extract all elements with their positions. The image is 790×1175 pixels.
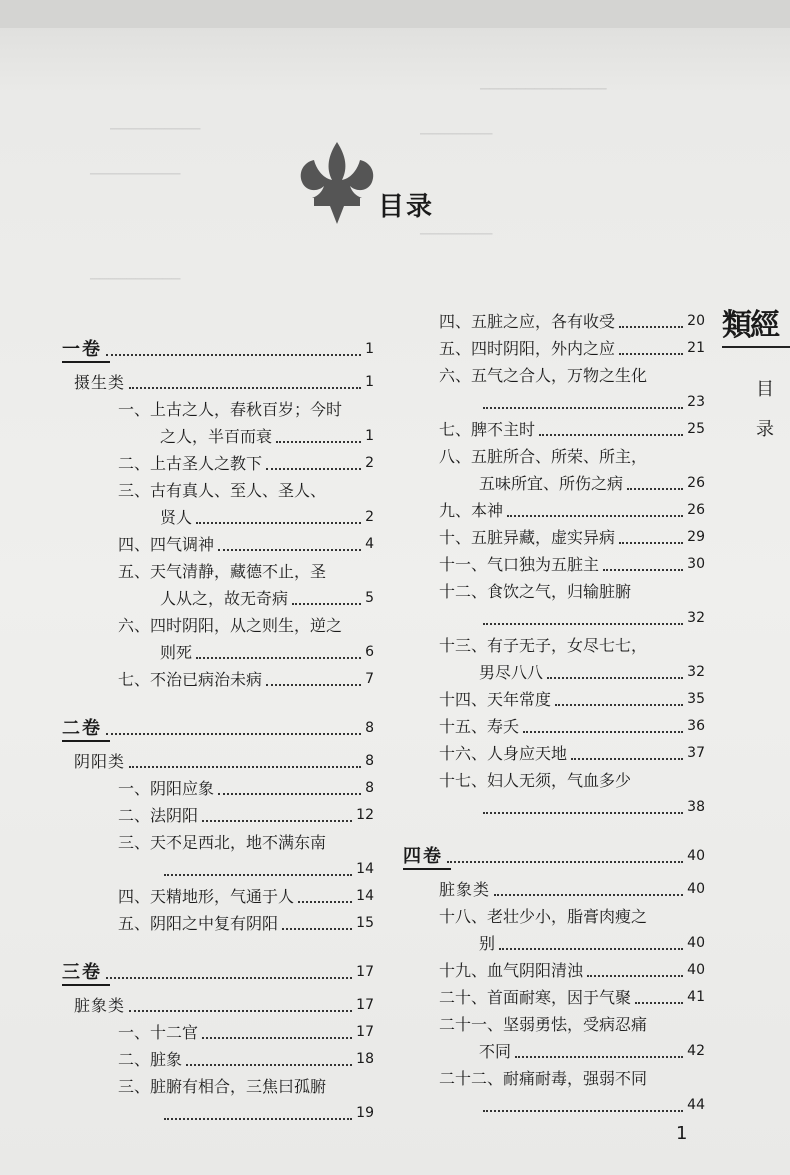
toc-category[interactable] <box>62 369 374 396</box>
page-ref: 1 <box>365 428 374 444</box>
leader-dots <box>635 1002 683 1004</box>
top-shadow <box>0 0 790 28</box>
toc-label: 十一、气口独为五脏主 <box>439 555 600 574</box>
toc-label: 四卷 <box>403 846 443 867</box>
page-ref: 2 <box>365 455 374 471</box>
toc-entry-line: 男尽八八 <box>479 663 544 682</box>
page-ref: 26 <box>687 502 705 518</box>
toc-entry[interactable] <box>62 829 374 883</box>
leader-dots <box>483 812 683 814</box>
toc-entry-row <box>403 605 705 632</box>
page-ref: 17 <box>356 1024 374 1040</box>
leader-dots <box>447 861 683 863</box>
page-ref: 40 <box>687 881 705 897</box>
toc-entry[interactable] <box>62 1046 374 1073</box>
page-ref: 14 <box>356 861 374 877</box>
toc-volume[interactable] <box>62 715 374 742</box>
leader-dots <box>186 1064 352 1066</box>
page-ref: 2 <box>365 509 374 525</box>
toc-entry[interactable] <box>403 767 705 821</box>
page-number: 1 <box>676 1123 688 1144</box>
bleed-through-text: ──────── <box>420 225 493 243</box>
toc-entry[interactable] <box>403 632 705 686</box>
leader-dots <box>129 1010 352 1012</box>
leader-dots <box>603 569 683 571</box>
toc-label: 二、上古圣人之教下 <box>118 454 263 473</box>
toc-entry[interactable] <box>403 957 705 984</box>
leader-dots <box>218 549 361 551</box>
toc-column-right <box>403 308 705 1119</box>
leader-dots <box>571 758 683 760</box>
toc-entry-line: 则死 <box>160 643 193 662</box>
toc-entry[interactable] <box>62 802 374 829</box>
page-ref: 1 <box>365 374 374 390</box>
side-char: 录 <box>756 419 774 440</box>
toc-entry-row <box>403 1038 705 1065</box>
toc-entry-line: 五、天气清静，藏德不止，圣 <box>118 562 327 581</box>
toc-entry-line: 二十二、耐痛耐毒，强弱不同 <box>439 1069 648 1088</box>
page-ref: 41 <box>687 989 705 1005</box>
toc-entry-row <box>403 470 705 497</box>
toc-entry-line: 三、古有真人、至人、圣人、 <box>118 481 327 500</box>
bleed-through-text: ──────── <box>420 125 493 143</box>
page-ref: 36 <box>687 718 705 734</box>
leader-dots <box>266 468 361 470</box>
toc-entry[interactable] <box>403 713 705 740</box>
fleur-de-lis-icon <box>292 138 382 228</box>
toc-entry-row <box>62 504 374 531</box>
toc-entry[interactable] <box>62 477 374 531</box>
page-ref: 12 <box>356 807 374 823</box>
toc-entry[interactable] <box>62 558 374 612</box>
toc-label: 五、阴阳之中复有阴阳 <box>118 914 279 933</box>
page-ref: 7 <box>365 671 374 687</box>
toc-label: 十九、血气阴阳清浊 <box>439 961 584 980</box>
toc-entry-line: 十八、老壮少小，脂膏肉瘦之 <box>439 907 648 926</box>
leader-dots <box>196 522 361 524</box>
toc-label: 脏象类 <box>439 880 491 899</box>
toc-entry[interactable] <box>403 1011 705 1065</box>
page-ref: 8 <box>365 753 374 769</box>
bleed-through-text: ────────────── <box>480 80 607 98</box>
toc-entry[interactable] <box>403 903 705 957</box>
bleed-through-text: ────────── <box>110 120 201 138</box>
leader-dots <box>619 326 683 328</box>
side-rule <box>722 346 790 348</box>
side-chars <box>756 370 790 450</box>
leader-dots <box>106 354 361 356</box>
page-ref: 1 <box>365 341 374 357</box>
page-ref: 18 <box>356 1051 374 1067</box>
leader-dots <box>164 874 352 876</box>
toc-entry[interactable] <box>403 578 705 632</box>
leader-dots <box>539 434 683 436</box>
toc-entry[interactable] <box>62 612 374 666</box>
toc-label: 脏象类 <box>74 996 126 1015</box>
page-ref: 40 <box>687 935 705 951</box>
leader-dots <box>494 894 683 896</box>
page-ref: 40 <box>687 848 705 864</box>
page-ref: 25 <box>687 421 705 437</box>
toc-label: 五、四时阴阳，外内之应 <box>439 339 616 358</box>
page-ref: 8 <box>365 720 374 736</box>
leader-dots <box>547 677 683 679</box>
page-ref: 44 <box>687 1097 705 1113</box>
leader-dots <box>619 353 683 355</box>
page-ref: 17 <box>356 997 374 1013</box>
leader-dots <box>202 820 352 822</box>
toc-volume[interactable] <box>403 843 705 870</box>
leader-dots <box>483 1110 683 1112</box>
toc-entry-line: 人从之，故无奇病 <box>160 589 289 608</box>
toc-label: 七、不治已病治未病 <box>118 670 263 689</box>
toc-entry[interactable] <box>62 396 374 450</box>
side-brand: 類經 <box>722 308 778 343</box>
page-ref: 19 <box>356 1105 374 1121</box>
toc-entry-row <box>62 423 374 450</box>
page-ref: 21 <box>687 340 705 356</box>
spacer <box>62 693 374 715</box>
leader-dots <box>202 1037 352 1039</box>
toc-entry-line: 别 <box>479 934 496 953</box>
page-ref: 30 <box>687 556 705 572</box>
leader-dots <box>106 733 361 735</box>
page-ref: 35 <box>687 691 705 707</box>
page-ref: 15 <box>356 915 374 931</box>
toc-entry-line: 六、四时阴阳，从之则生，逆之 <box>118 616 343 635</box>
leader-dots <box>218 793 361 795</box>
leader-dots <box>129 766 361 768</box>
toc-label: 十、五脏异藏，虚实异病 <box>439 528 616 547</box>
leader-dots <box>106 977 352 979</box>
toc-entry-line: 三、天不足西北，地不满东南 <box>118 833 327 852</box>
toc-entry-line: 十七、妇人无须，气血多少 <box>439 771 632 790</box>
toc-entry-line: 三、脏腑有相合，三焦曰孤腑 <box>118 1077 327 1096</box>
toc-label: 二、法阴阳 <box>118 806 199 825</box>
toc-label: 九、本神 <box>439 501 504 520</box>
leader-dots <box>587 975 683 977</box>
toc-entry[interactable] <box>62 1073 374 1127</box>
toc-label: 十五、寿夭 <box>439 717 520 736</box>
toc-entry[interactable] <box>62 775 374 802</box>
toc-entry[interactable] <box>403 362 705 416</box>
toc-category[interactable] <box>62 992 374 1019</box>
toc-volume[interactable] <box>62 959 374 986</box>
toc-label: 三卷 <box>62 962 102 983</box>
leader-dots <box>627 488 683 490</box>
toc-label: 一卷 <box>62 339 102 360</box>
page-ref: 4 <box>365 536 374 552</box>
toc-label: 四、四气调神 <box>118 535 215 554</box>
page-ref: 37 <box>687 745 705 761</box>
leader-dots <box>483 623 683 625</box>
toc-entry-row <box>403 659 705 686</box>
toc-entry-row <box>403 389 705 416</box>
toc-entry[interactable] <box>62 1019 374 1046</box>
toc-entry[interactable] <box>62 450 374 477</box>
toc-entry[interactable] <box>403 308 705 335</box>
side-tab <box>722 300 790 450</box>
page-ref: 29 <box>687 529 705 545</box>
toc-label: 四、五脏之应，各有收受 <box>439 312 616 331</box>
page-ref: 6 <box>365 644 374 660</box>
toc-entry[interactable] <box>403 551 705 578</box>
toc-entry-row <box>403 930 705 957</box>
page-ref: 8 <box>365 780 374 796</box>
toc-entry[interactable] <box>403 335 705 362</box>
leader-dots <box>276 441 361 443</box>
toc-entry-line: 不同 <box>479 1042 512 1061</box>
leader-dots <box>523 731 683 733</box>
page-ref: 32 <box>687 664 705 680</box>
page-title: 目录 <box>378 192 435 222</box>
toc-entry[interactable] <box>403 524 705 551</box>
toc-entry-row <box>62 1100 374 1127</box>
toc-entry-row <box>62 639 374 666</box>
bleed-through-text: ────────── <box>90 165 181 183</box>
toc-category[interactable] <box>62 748 374 775</box>
toc-entry-row <box>403 1092 705 1119</box>
toc-category[interactable] <box>403 876 705 903</box>
leader-dots <box>515 1056 683 1058</box>
toc-entry-row <box>62 585 374 612</box>
toc-entry-line: 十三、有子无子，女尽七七， <box>439 636 648 655</box>
toc-label: 阴阳类 <box>74 752 126 771</box>
leader-dots <box>266 684 361 686</box>
toc-entry[interactable] <box>403 443 705 497</box>
toc-label: 二卷 <box>62 718 102 739</box>
spacer <box>403 821 705 843</box>
toc-label: 十四、天年常度 <box>439 690 552 709</box>
page-ref: 5 <box>365 590 374 606</box>
spacer <box>62 937 374 959</box>
toc-label: 二十、首面耐寒，因于气聚 <box>439 988 632 1007</box>
page-ref: 17 <box>356 964 374 980</box>
toc-entry[interactable] <box>62 666 374 693</box>
bleed-through-text: ────────── <box>90 270 181 288</box>
toc-entry-line: 五味所宜、所伤之病 <box>479 474 624 493</box>
toc-entry-line: 八、五脏所合、所荣、所主， <box>439 447 648 466</box>
toc-entry[interactable] <box>62 531 374 558</box>
toc-label: 七、脾不主时 <box>439 420 536 439</box>
page-ref: 40 <box>687 962 705 978</box>
toc-entry-line: 十二、食饮之气，归输脏腑 <box>439 582 632 601</box>
toc-entry[interactable] <box>403 1065 705 1119</box>
leader-dots <box>164 1118 352 1120</box>
leader-dots <box>555 704 683 706</box>
leader-dots <box>292 603 361 605</box>
toc-label: 一、阴阳应象 <box>118 779 215 798</box>
page-ref: 23 <box>687 394 705 410</box>
toc-label: 一、十二官 <box>118 1023 199 1042</box>
leader-dots <box>499 948 683 950</box>
toc-entry-line: 之人，半百而衰 <box>160 427 273 446</box>
leader-dots <box>196 657 361 659</box>
toc-entry-line: 二十一、坚弱勇怯，受病忍痛 <box>439 1015 648 1034</box>
toc-entry[interactable] <box>62 883 374 910</box>
toc-entry[interactable] <box>62 910 374 937</box>
toc-label: 二、脏象 <box>118 1050 183 1069</box>
leader-dots <box>619 542 683 544</box>
toc-volume[interactable] <box>62 336 374 363</box>
toc-entry[interactable] <box>403 740 705 767</box>
page-ref: 32 <box>687 610 705 626</box>
toc-entry[interactable] <box>403 686 705 713</box>
toc-entry[interactable] <box>403 497 705 524</box>
leader-dots <box>298 901 352 903</box>
leader-dots <box>483 407 683 409</box>
toc-label: 摄生类 <box>74 373 126 392</box>
toc-entry-line: 一、上古之人，春秋百岁；今时 <box>118 400 343 419</box>
page-ref: 20 <box>687 313 705 329</box>
page-ref: 14 <box>356 888 374 904</box>
toc-label: 十六、人身应天地 <box>439 744 568 763</box>
leader-dots <box>129 387 361 389</box>
toc-entry[interactable] <box>403 416 705 443</box>
toc-column-left <box>62 336 374 1127</box>
toc-label: 四、天精地形，气通于人 <box>118 887 295 906</box>
page-ref: 26 <box>687 475 705 491</box>
page-ref: 42 <box>687 1043 705 1059</box>
toc-entry-line: 贤人 <box>160 508 193 527</box>
toc-entry[interactable] <box>403 984 705 1011</box>
toc-entry-row <box>403 794 705 821</box>
page-ref: 38 <box>687 799 705 815</box>
side-char: 目 <box>756 379 774 400</box>
leader-dots <box>282 928 352 930</box>
toc-entry-line: 六、五气之合人，万物之生化 <box>439 366 648 385</box>
leader-dots <box>507 515 683 517</box>
toc-entry-row <box>62 856 374 883</box>
